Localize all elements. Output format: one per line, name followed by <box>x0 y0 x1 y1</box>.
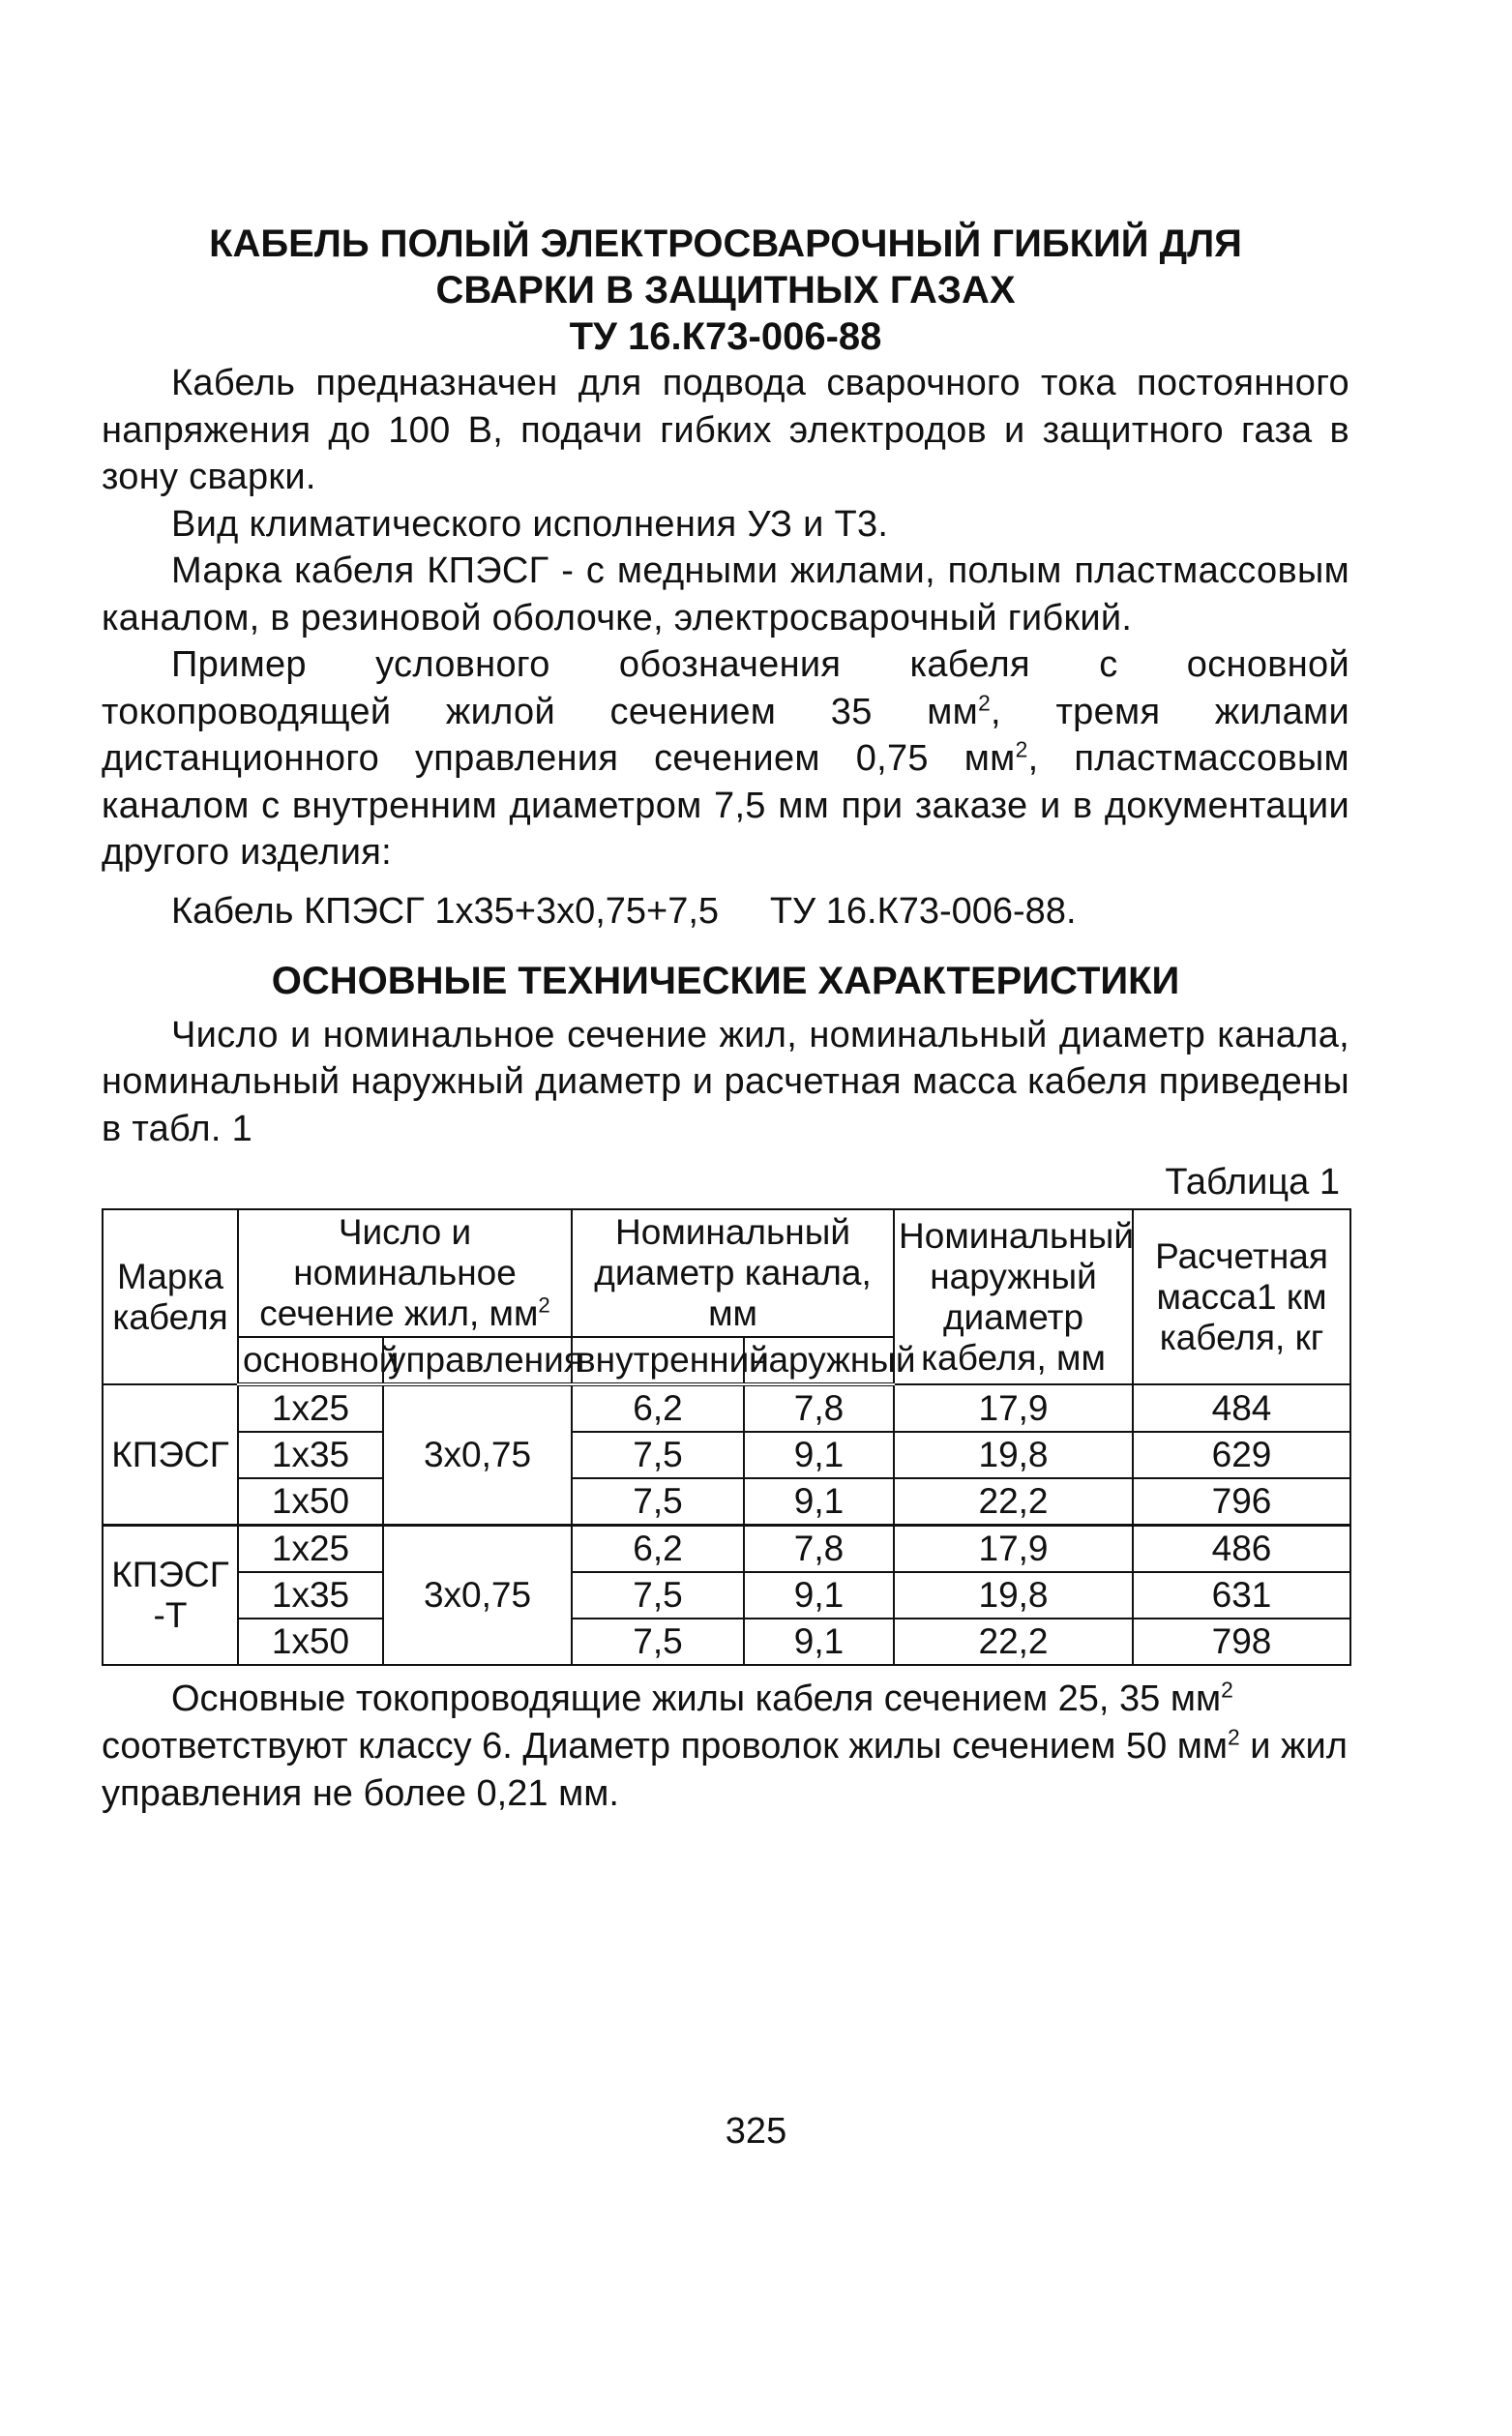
cell-mass: 798 <box>1133 1619 1350 1665</box>
cell-outer-diameter: 19,8 <box>894 1572 1133 1619</box>
title-line-2: СВАРКИ В ЗАЩИТНЫХ ГАЗАХ <box>435 269 1016 312</box>
table-row <box>103 1478 1350 1526</box>
cell-mass: 629 <box>1133 1432 1350 1478</box>
cell-brand: КПЭСГ <box>103 1384 238 1526</box>
cell-control: 3х0,75 <box>383 1384 572 1526</box>
specs-table <box>102 1208 1351 1666</box>
table-header-row <box>103 1209 1350 1337</box>
cell-outer-channel: 9,1 <box>744 1572 894 1619</box>
table-row <box>103 1432 1350 1478</box>
cell-mass: 484 <box>1133 1384 1350 1432</box>
cell-inner: 6,2 <box>572 1526 744 1573</box>
cell-mass: 631 <box>1133 1572 1350 1619</box>
cell-main: 1х25 <box>238 1526 383 1573</box>
note-text-3: и жил управления не более 0,21 мм. <box>102 1726 1348 1814</box>
section-title: ОСНОВНЫЕ ТЕХНИЧЕСКИЕ ХАРАКТЕРИСТИКИ <box>271 959 1180 1002</box>
note-text-1: Основные токопроводящие жилы кабеля сечением 25, 35 мм <box>171 1678 1222 1719</box>
example-designation: Кабель КПЭСГ 1х35+3х0,75+7,5 ТУ 16.К73-006-88. <box>171 890 1077 932</box>
example-paragraph <box>102 641 1349 876</box>
superscript-2: 2 <box>538 1292 550 1318</box>
table-row <box>103 1384 1350 1432</box>
table-row <box>103 1526 1350 1573</box>
cell-inner: 6,2 <box>572 1384 744 1432</box>
subheader-main: основной <box>238 1337 383 1384</box>
header-channel: Номинальный диаметр канала, мм <box>572 1209 894 1337</box>
table-row <box>103 1572 1350 1619</box>
superscript-2: 2 <box>1228 1724 1240 1750</box>
cell-outer-channel: 9,1 <box>744 1619 894 1665</box>
cell-brand: КПЭСГ -Т <box>103 1526 238 1666</box>
table-row <box>103 1619 1350 1665</box>
cell-outer-diameter: 17,9 <box>894 1526 1133 1573</box>
note-text-2: соответствуют классу 6. Диаметр проволок жилы сечением 50 мм <box>102 1726 1229 1767</box>
cell-outer-diameter: 17,9 <box>894 1384 1133 1432</box>
subheader-inner: внутренний <box>572 1337 744 1384</box>
document-title <box>102 221 1349 360</box>
cell-control: 3х0,75 <box>383 1526 572 1666</box>
subheader-outer: наружный <box>744 1337 894 1384</box>
cell-inner: 7,5 <box>572 1619 744 1665</box>
cell-main: 1х50 <box>238 1478 383 1526</box>
header-outer-diameter: Номинальный наружный диаметр кабеля, мм <box>894 1209 1133 1384</box>
superscript-2: 2 <box>1015 736 1028 762</box>
cell-outer-channel: 7,8 <box>744 1384 894 1432</box>
example-text-3: , пластмассовым каналом с внутренним диаметром 7,5 мм при заказе и в документации другого изделия: <box>102 738 1349 873</box>
title-line-1: КАБЕЛЬ ПОЛЫЙ ЭЛЕКТРОСВАРОЧНЫЙ ГИБКИЙ ДЛЯ <box>209 223 1242 265</box>
cell-inner: 7,5 <box>572 1572 744 1619</box>
document-page <box>102 221 1349 1818</box>
example-text-1: Пример условного обозначения кабеля с основной токопроводящей жилой сечением 35 мм <box>102 644 1349 732</box>
cell-main: 1х50 <box>238 1619 383 1665</box>
table-caption: Таблица 1 <box>1165 1162 1340 1203</box>
brand-paragraph: Марка кабеля КПЭСГ - с медными жилами, полым пластмассовым каналом, в резиновой оболочке, электросварочный гибкий. <box>102 550 1349 639</box>
subheader-control: управления <box>383 1337 572 1384</box>
page-number: 325 <box>725 2111 787 2152</box>
cell-main: 1х25 <box>238 1384 383 1432</box>
cell-outer-channel: 9,1 <box>744 1432 894 1478</box>
cell-mass: 796 <box>1133 1478 1350 1526</box>
cell-inner: 7,5 <box>572 1478 744 1526</box>
cell-main: 1х35 <box>238 1432 383 1478</box>
superscript-2: 2 <box>1221 1677 1233 1703</box>
header-brand: Марка кабеля <box>103 1209 238 1384</box>
title-line-3: ТУ 16.К73-006-88 <box>569 315 882 358</box>
cell-inner: 7,5 <box>572 1432 744 1478</box>
climate-paragraph: Вид климатического исполнения УЗ и Т3. <box>171 503 889 545</box>
example-text-2: , тремя жилами дистанционного управления сечением 0,75 мм <box>102 691 1349 779</box>
cell-outer-channel: 7,8 <box>744 1526 894 1573</box>
cell-mass: 486 <box>1133 1526 1350 1573</box>
cell-outer-diameter: 22,2 <box>894 1478 1133 1526</box>
cell-outer-diameter: 22,2 <box>894 1619 1133 1665</box>
purpose-paragraph: Кабель предназначен для подвода сварочного тока постоянного напряжения до 100 В, подачи гибких электродов и защитного газа в зону сварки. <box>102 363 1349 497</box>
cell-main: 1х35 <box>238 1572 383 1619</box>
header-mass: Расчетная масса1 км кабеля, кг <box>1133 1209 1350 1384</box>
header-cores <box>238 1209 572 1337</box>
cell-outer-channel: 9,1 <box>744 1478 894 1526</box>
superscript-2: 2 <box>978 689 992 715</box>
cell-outer-diameter: 19,8 <box>894 1432 1133 1478</box>
section-paragraph: Число и номинальное сечение жил, номинальный диаметр канала, номинальный наружный диаметр и расчетная масса кабеля приведены в табл. 1 <box>102 1014 1349 1149</box>
note-paragraph <box>102 1676 1349 1818</box>
header-cores-label: Число и номинальное сечение жил, мм <box>259 1212 539 1333</box>
